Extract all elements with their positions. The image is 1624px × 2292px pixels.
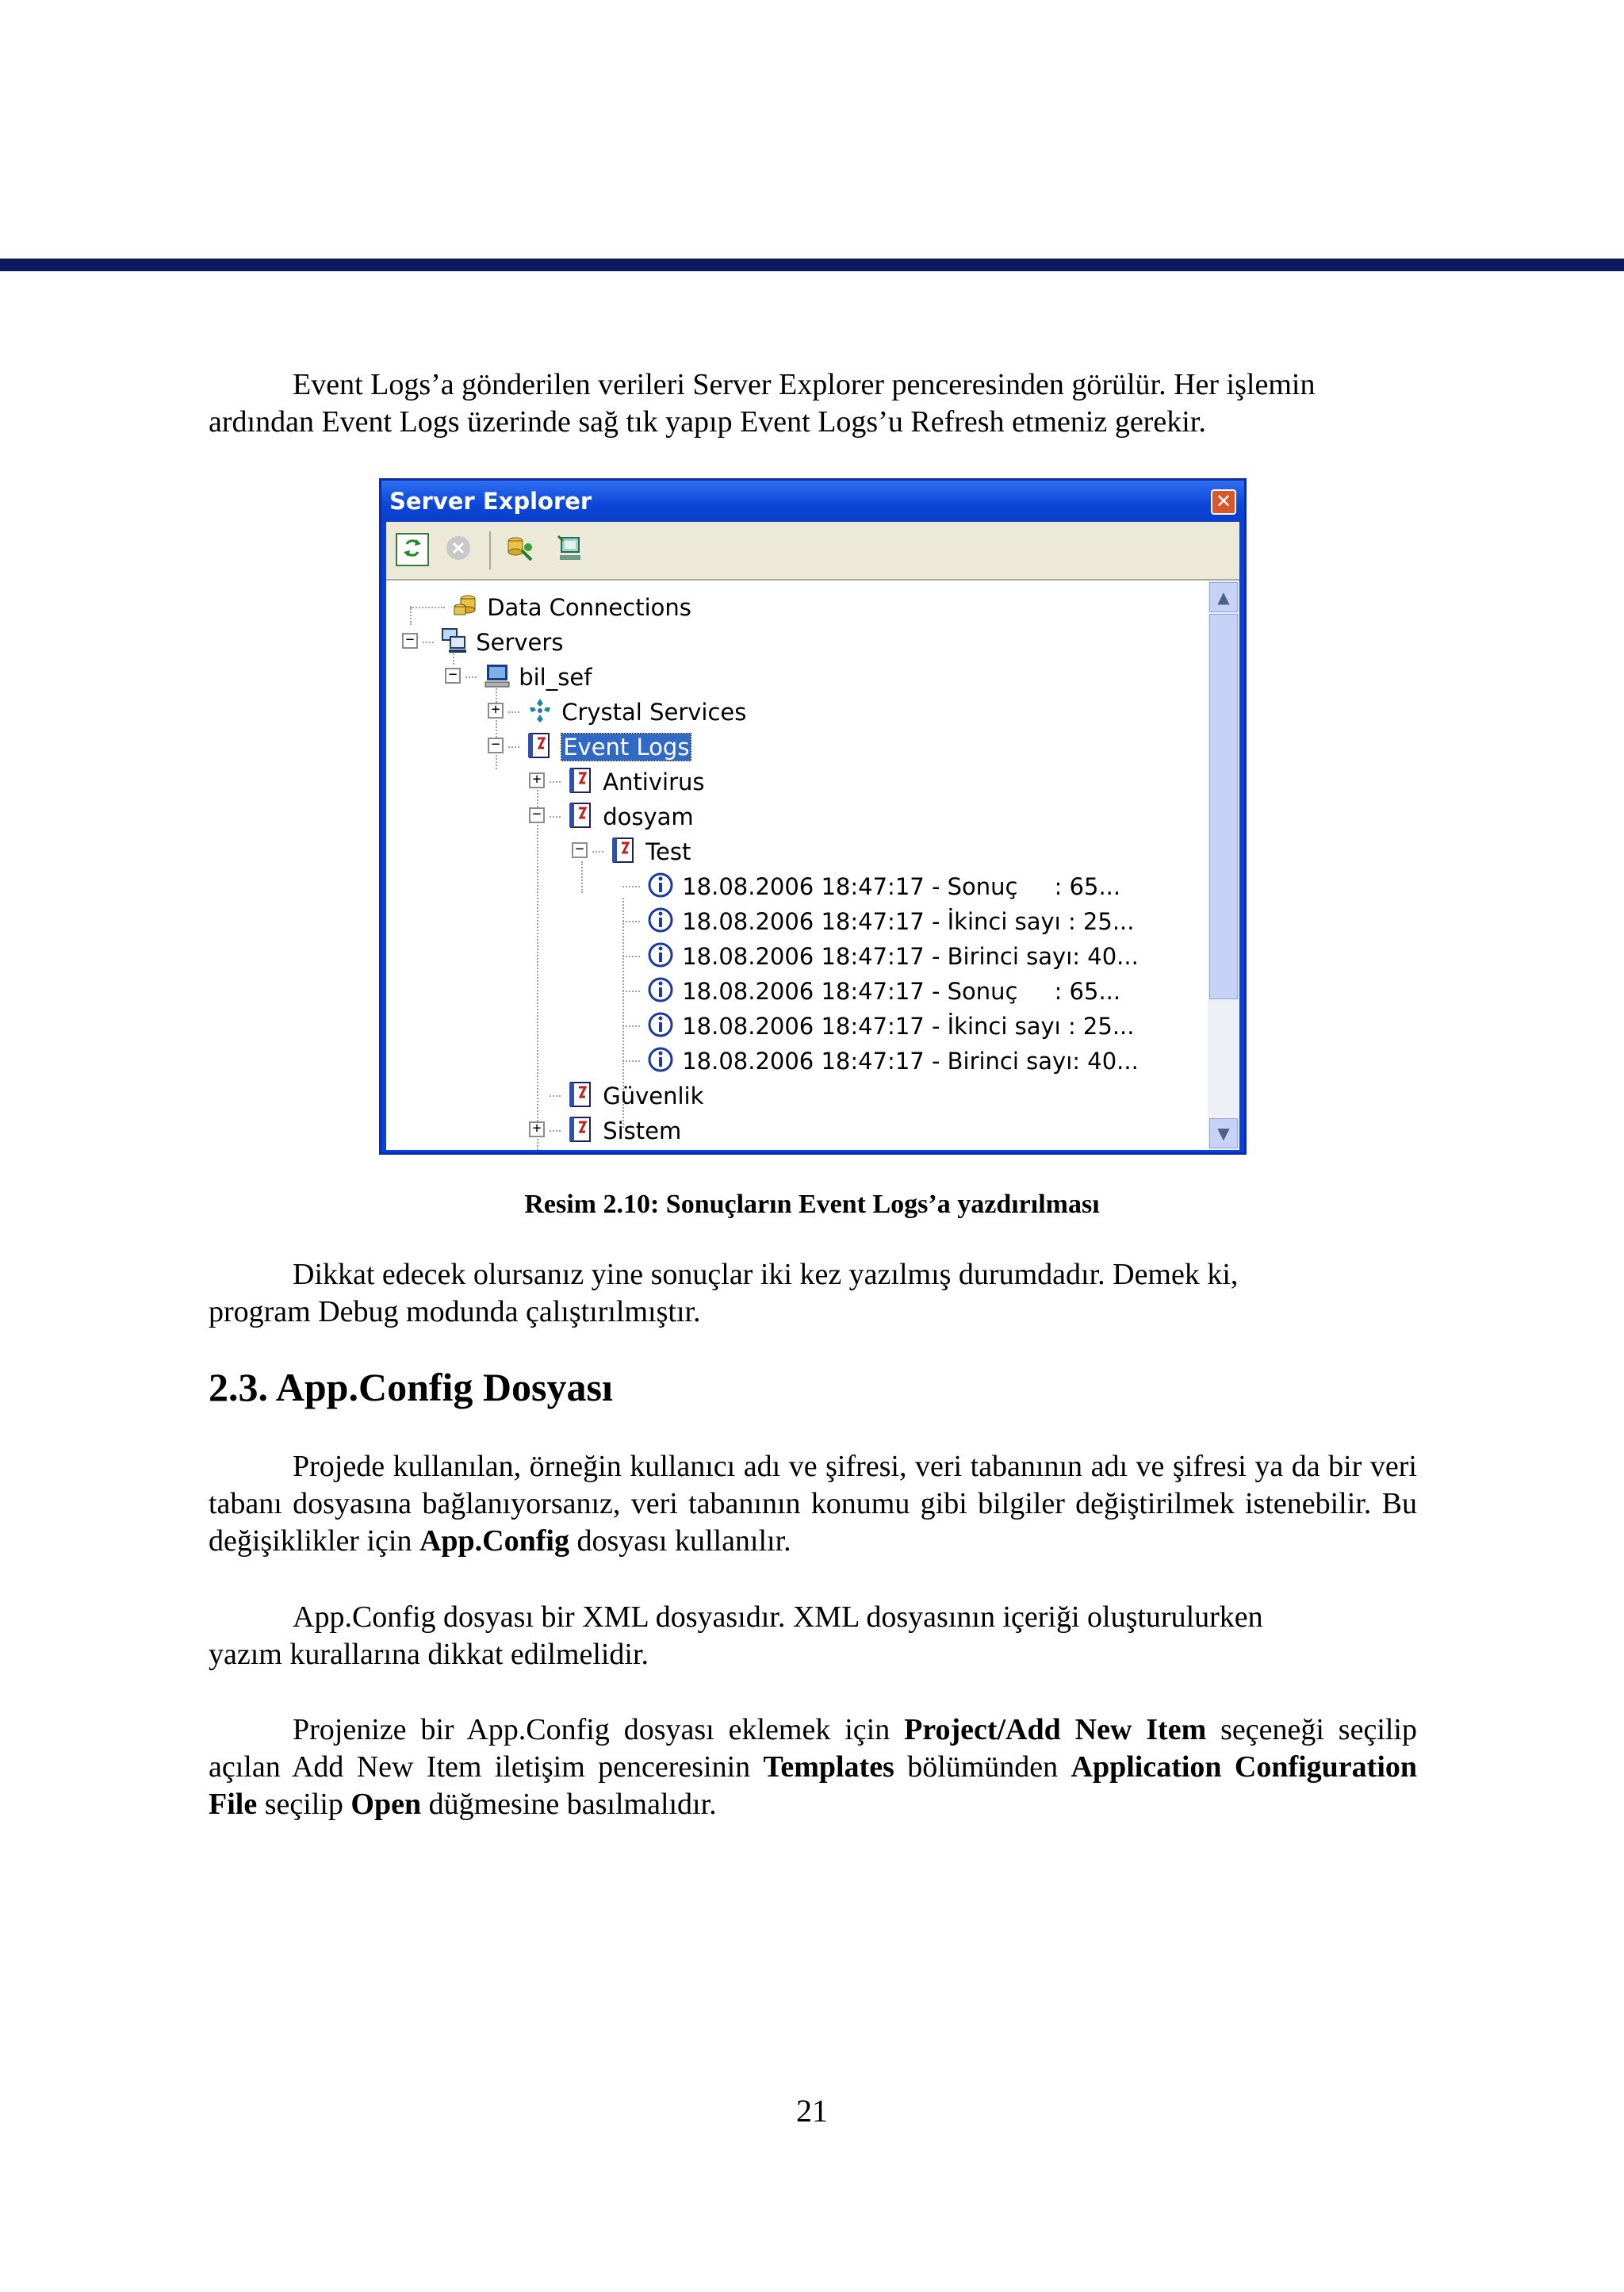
scroll-thumb[interactable] (1209, 614, 1238, 999)
paragraph-4: App.Config dosyası bir XML dosyasıdır. XML dosyasının içeriği oluşturulurken yazım kurallarına dikkat edilmelidir. (209, 1600, 1263, 1671)
vertical-scrollbar[interactable] (1208, 581, 1239, 1150)
expand-crystal-services[interactable]: + (488, 703, 504, 719)
top-rule (0, 259, 1624, 271)
paragraph-3: Projede kullanılan, örneğin kullanıcı adı ve şifresi, veri tabanının adı ve şifresi ya da bir veri tabanı dosyasına bağlanıyorsanız, veri tabanının konumu gibi bilgiler değiştirilmek istenebilir. Bu değişiklikler için App.Config dosyası kullanılır. (209, 1450, 1417, 1558)
scroll-up-icon[interactable]: ▲ (1209, 582, 1238, 612)
tree-item-event-logs[interactable]: Event Logs (508, 730, 691, 761)
log-entry[interactable]: 18.08.2006 18:47:17 - Sonuç : 65... (622, 869, 1120, 901)
info-icon (647, 1046, 674, 1073)
figure-caption: Resim 2.10: Sonuçların Event Logs’a yazdırılması (524, 1190, 1100, 1219)
tree-item-data-connections[interactable]: Data Connections (410, 590, 691, 622)
connect-database-icon[interactable] (504, 533, 537, 566)
event-log-icon (568, 1116, 595, 1143)
paragraph-5: Projenize bir App.Config dosyası eklemek için Project/Add New Item seçeneği seçilip açılan Add New Item iletişim penceresinin Templates bölümünden Application Configuration File seçilip Open düğmesine basılmalıdır. (209, 1713, 1418, 1821)
page-number: 21 (796, 2093, 828, 2129)
stop-icon[interactable] (442, 533, 475, 566)
database-icon (452, 592, 479, 619)
collapse-dosyam[interactable]: − (529, 807, 545, 823)
log-entry[interactable]: 18.08.2006 18:47:17 - Birinci sayı: 40... (622, 939, 1139, 971)
event-log-icon (568, 1081, 595, 1108)
tree-item-antivirus[interactable]: Antivirus (550, 765, 705, 796)
toolbar (386, 522, 1239, 581)
info-icon (647, 872, 674, 899)
tree-item-test[interactable]: Test (592, 834, 691, 866)
scroll-down-icon[interactable]: ▼ (1209, 1118, 1238, 1148)
info-icon (647, 906, 674, 933)
server-tree (386, 581, 1239, 1150)
event-log-icon (611, 837, 638, 864)
section-heading: 2.3. App.Config Dosyası (209, 1365, 613, 1409)
collapse-event-logs[interactable]: − (488, 738, 504, 753)
log-entry[interactable]: 18.08.2006 18:47:17 - Birinci sayı: 40... (622, 1044, 1139, 1075)
tree-item-sistem[interactable]: Sistem (550, 1113, 681, 1145)
servers-icon (441, 627, 468, 654)
collapse-test[interactable]: − (572, 842, 588, 858)
toolbar-separator (489, 531, 491, 569)
expand-sistem[interactable]: + (529, 1121, 545, 1137)
computer-icon (484, 662, 511, 689)
log-entry[interactable]: 18.08.2006 18:47:17 - İkinci sayı : 25... (622, 1009, 1135, 1041)
close-button[interactable]: ✕ (1211, 489, 1236, 515)
tree-item-bil-sef[interactable]: bil_sef (465, 660, 592, 692)
tree-item-dosyam[interactable]: dosyam (550, 799, 694, 831)
tree-item-guvenlik[interactable]: Güvenlik (550, 1079, 703, 1110)
expand-antivirus[interactable]: + (529, 772, 545, 788)
info-icon (647, 941, 674, 968)
log-entry[interactable]: 18.08.2006 18:47:17 - Sonuç : 65... (622, 974, 1120, 1006)
event-log-icon (568, 802, 595, 829)
info-icon (647, 976, 674, 1003)
crystal-services-icon (527, 697, 553, 724)
collapse-servers[interactable]: − (402, 633, 418, 649)
event-log-icon (527, 732, 553, 759)
tree-item-crystal-services[interactable]: Crystal Services (508, 695, 746, 726)
server-explorer-window (379, 478, 1247, 1155)
paragraph-1: Event Logs’a gönderilen verileri Server Explorer penceresinden görülür. Her işlemin ardından Event Logs üzerinde sağ tık yapıp Event Logs’u Refresh etmeniz gerekir. (209, 368, 1316, 439)
log-entry[interactable]: 18.08.2006 18:47:17 - İkinci sayı : 25... (622, 904, 1135, 936)
window-title: Server Explorer (381, 481, 1244, 522)
info-icon (647, 1011, 674, 1038)
tree-item-servers[interactable]: Servers (423, 625, 563, 657)
refresh-icon[interactable] (396, 533, 429, 566)
event-log-icon (568, 767, 595, 794)
collapse-bil-sef[interactable]: − (445, 668, 461, 684)
connect-server-icon[interactable] (554, 533, 588, 566)
paragraph-2: Dikkat edecek olursanız yine sonuçlar iki kez yazılmış durumdadır. Demek ki, program Debug modunda çalıştırılmıştır. (209, 1258, 1239, 1328)
